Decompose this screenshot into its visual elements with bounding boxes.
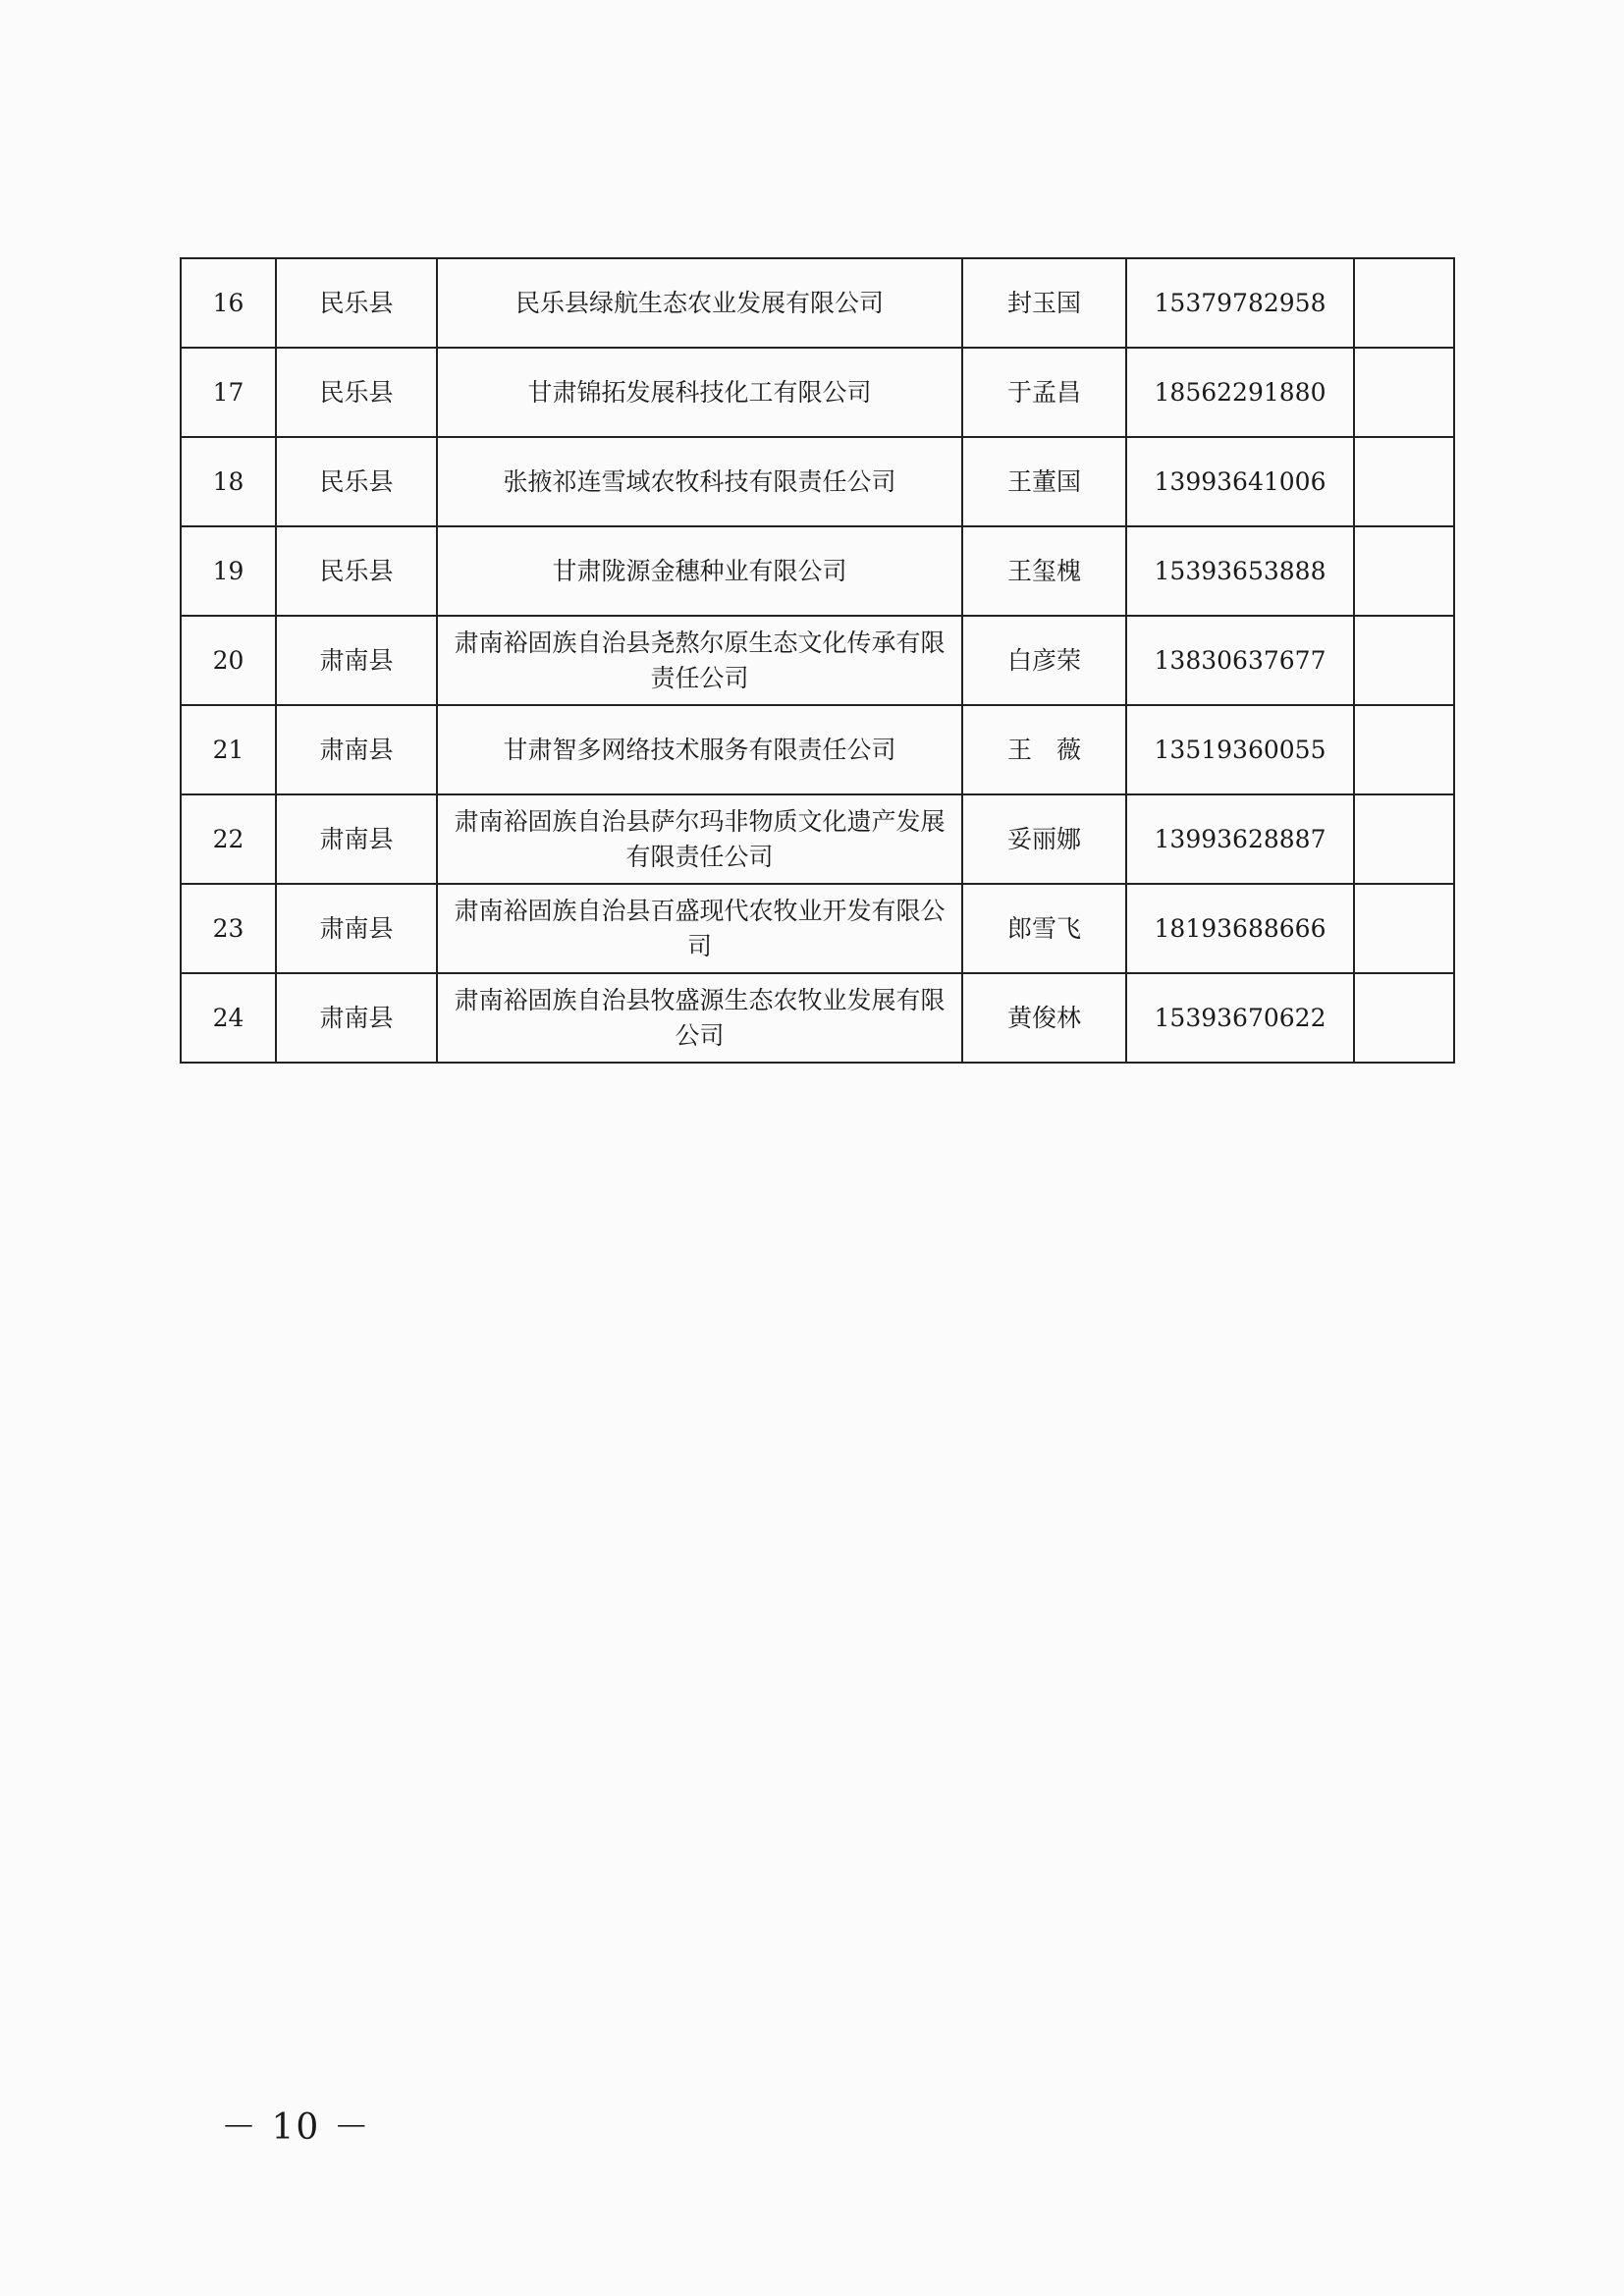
- phone-number: 18562291880: [1126, 348, 1354, 437]
- contact-person: 黄俊林: [962, 973, 1126, 1063]
- company-name: 甘肃锦拓发展科技化工有限公司: [437, 348, 962, 437]
- contact-person: 妥丽娜: [962, 794, 1126, 884]
- row-number: 24: [181, 973, 276, 1063]
- table-row: [181, 348, 1454, 437]
- phone-number: 13519360055: [1126, 705, 1354, 794]
- county-name: 肃南县: [276, 973, 437, 1063]
- remarks-cell: [1354, 973, 1454, 1063]
- row-number: 21: [181, 705, 276, 794]
- company-name: 甘肃智多网络技术服务有限责任公司: [437, 705, 962, 794]
- remarks-cell: [1354, 616, 1454, 705]
- contact-person: 王 薇: [962, 705, 1126, 794]
- table-row: [181, 794, 1454, 884]
- phone-number: 15379782958: [1126, 258, 1354, 348]
- contact-person: 王董国: [962, 437, 1126, 526]
- remarks-cell: [1354, 794, 1454, 884]
- company-name: 肃南裕固族自治县百盛现代农牧业开发有限公司: [437, 884, 962, 973]
- table-row: [181, 616, 1454, 705]
- phone-number: 18193688666: [1126, 884, 1354, 973]
- remarks-cell: [1354, 258, 1454, 348]
- phone-number: 13993641006: [1126, 437, 1354, 526]
- company-name: 张掖祁连雪域农牧科技有限责任公司: [437, 437, 962, 526]
- contact-person: 白彦荣: [962, 616, 1126, 705]
- phone-number: 15393653888: [1126, 526, 1354, 616]
- phone-number: 13993628887: [1126, 794, 1354, 884]
- remarks-cell: [1354, 348, 1454, 437]
- company-name: 肃南裕固族自治县萨尔玛非物质文化遗产发展有限责任公司: [437, 794, 962, 884]
- remarks-cell: [1354, 437, 1454, 526]
- company-contact-table: [180, 257, 1455, 1064]
- contact-person: 封玉国: [962, 258, 1126, 348]
- company-name: 甘肃陇源金穗种业有限公司: [437, 526, 962, 616]
- table-row: [181, 437, 1454, 526]
- row-number: 20: [181, 616, 276, 705]
- table-row: [181, 526, 1454, 616]
- table-body: [181, 258, 1454, 1063]
- company-name: 民乐县绿航生态农业发展有限公司: [437, 258, 962, 348]
- county-name: 民乐县: [276, 437, 437, 526]
- county-name: 民乐县: [276, 348, 437, 437]
- row-number: 17: [181, 348, 276, 437]
- table-row: [181, 973, 1454, 1063]
- row-number: 16: [181, 258, 276, 348]
- phone-number: 15393670622: [1126, 973, 1354, 1063]
- remarks-cell: [1354, 526, 1454, 616]
- county-name: 民乐县: [276, 526, 437, 616]
- row-number: 23: [181, 884, 276, 973]
- table-row: [181, 705, 1454, 794]
- row-number: 22: [181, 794, 276, 884]
- county-name: 肃南县: [276, 616, 437, 705]
- company-name: 肃南裕固族自治县牧盛源生态农牧业发展有限公司: [437, 973, 962, 1063]
- contact-person: 郎雪飞: [962, 884, 1126, 973]
- remarks-cell: [1354, 705, 1454, 794]
- contact-person: 王玺槐: [962, 526, 1126, 616]
- page-number: － 10 －: [221, 2107, 371, 2148]
- contact-person: 于孟昌: [962, 348, 1126, 437]
- table-row: [181, 884, 1454, 973]
- county-name: 肃南县: [276, 794, 437, 884]
- row-number: 18: [181, 437, 276, 526]
- row-number: 19: [181, 526, 276, 616]
- table-row: [181, 258, 1454, 348]
- county-name: 肃南县: [276, 884, 437, 973]
- county-name: 肃南县: [276, 705, 437, 794]
- company-name: 肃南裕固族自治县尧熬尔原生态文化传承有限责任公司: [437, 616, 962, 705]
- county-name: 民乐县: [276, 258, 437, 348]
- phone-number: 13830637677: [1126, 616, 1354, 705]
- remarks-cell: [1354, 884, 1454, 973]
